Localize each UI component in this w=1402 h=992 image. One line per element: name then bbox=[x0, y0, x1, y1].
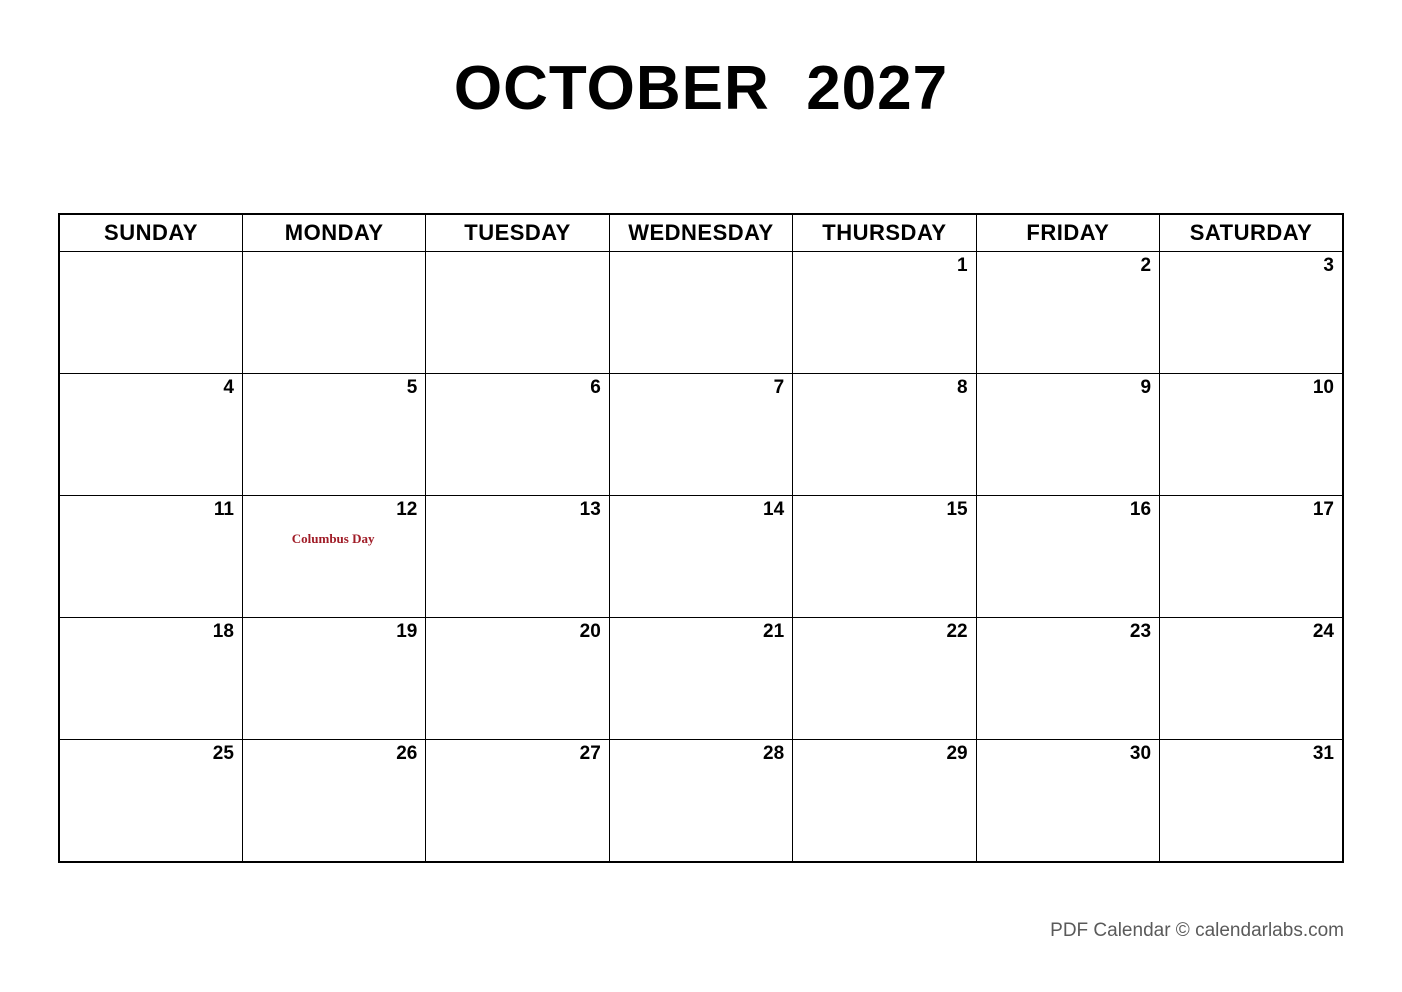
day-cell[interactable] bbox=[976, 374, 1159, 496]
day-cell[interactable] bbox=[793, 374, 976, 496]
day-cell[interactable] bbox=[793, 496, 976, 618]
day-cell[interactable] bbox=[242, 374, 425, 496]
day-cell[interactable] bbox=[1160, 740, 1343, 863]
day-cell[interactable] bbox=[609, 740, 792, 863]
day-number: 6 bbox=[590, 377, 601, 398]
day-cell[interactable] bbox=[976, 496, 1159, 618]
day-number: 17 bbox=[1312, 499, 1334, 520]
calendar-week-row bbox=[59, 374, 1343, 496]
day-cell[interactable] bbox=[976, 252, 1159, 374]
day-cell[interactable] bbox=[242, 618, 425, 740]
day-cell[interactable] bbox=[1160, 618, 1343, 740]
weekday-header-saturday: SATURDAY bbox=[1160, 214, 1343, 252]
day-cell[interactable] bbox=[426, 252, 609, 374]
day-cell[interactable] bbox=[793, 252, 976, 374]
calendar-container bbox=[58, 213, 1344, 863]
day-number: 9 bbox=[1140, 377, 1152, 398]
day-cell[interactable] bbox=[242, 252, 425, 374]
weekday-header-wednesday: WEDNESDAY bbox=[609, 214, 792, 252]
day-cell[interactable] bbox=[609, 252, 792, 374]
day-number: 18 bbox=[212, 621, 234, 642]
day-number: 27 bbox=[579, 743, 601, 764]
calendar-week-row bbox=[59, 618, 1343, 740]
day-cell[interactable] bbox=[59, 740, 242, 863]
day-number: 1 bbox=[957, 255, 968, 276]
day-cell[interactable] bbox=[426, 618, 609, 740]
weekday-header-sunday: SUNDAY bbox=[59, 214, 242, 252]
day-number: 24 bbox=[1312, 621, 1334, 642]
day-number: 30 bbox=[1129, 743, 1152, 764]
day-number: 4 bbox=[223, 377, 234, 398]
day-cell[interactable] bbox=[1160, 252, 1343, 374]
day-number: 25 bbox=[212, 743, 234, 764]
day-number: 12 bbox=[396, 499, 418, 520]
day-number: 28 bbox=[763, 743, 785, 764]
day-event: Columbus Day bbox=[291, 530, 375, 546]
day-cell[interactable] bbox=[426, 740, 609, 863]
day-cell[interactable] bbox=[793, 618, 976, 740]
weekday-header-thursday: THURSDAY bbox=[793, 214, 976, 252]
day-number: 14 bbox=[763, 499, 785, 520]
day-number: 7 bbox=[773, 377, 785, 398]
weekday-header-friday: FRIDAY bbox=[976, 214, 1159, 252]
day-number: 29 bbox=[946, 743, 968, 764]
day-number: 3 bbox=[1323, 255, 1334, 276]
day-number: 15 bbox=[946, 499, 968, 520]
footer-credit: PDF Calendar © calendarlabs.com bbox=[1050, 920, 1344, 941]
day-number: 13 bbox=[579, 499, 601, 520]
day-cell[interactable] bbox=[609, 496, 792, 618]
weekday-header-monday: MONDAY bbox=[242, 214, 425, 252]
day-number: 26 bbox=[396, 743, 418, 764]
day-number: 11 bbox=[213, 499, 234, 520]
calendar-week-row bbox=[59, 496, 1343, 618]
day-cell[interactable] bbox=[426, 496, 609, 618]
day-cell[interactable] bbox=[793, 740, 976, 863]
day-number: 5 bbox=[406, 377, 418, 398]
day-cell[interactable] bbox=[976, 740, 1159, 863]
day-cell[interactable] bbox=[426, 374, 609, 496]
calendar-table bbox=[58, 213, 1344, 863]
day-cell[interactable] bbox=[1160, 374, 1343, 496]
weekday-header-tuesday: TUESDAY bbox=[426, 214, 609, 252]
day-cell[interactable] bbox=[1160, 496, 1343, 618]
calendar-week-row bbox=[59, 252, 1343, 374]
day-cell[interactable] bbox=[59, 252, 242, 374]
day-cell-holiday[interactable] bbox=[242, 496, 425, 618]
day-cell[interactable] bbox=[59, 374, 242, 496]
day-cell[interactable] bbox=[976, 618, 1159, 740]
day-number: 16 bbox=[1129, 499, 1152, 520]
day-cell[interactable] bbox=[609, 374, 792, 496]
day-number: 19 bbox=[396, 621, 418, 642]
day-cell[interactable] bbox=[242, 740, 425, 863]
day-cell[interactable] bbox=[59, 618, 242, 740]
calendar-week-row bbox=[59, 740, 1343, 863]
day-number: 22 bbox=[946, 621, 968, 642]
day-number: 2 bbox=[1140, 255, 1152, 276]
page-title: OCTOBER 2027 bbox=[453, 54, 949, 123]
day-number: 23 bbox=[1129, 621, 1152, 642]
day-number: 21 bbox=[763, 621, 785, 642]
day-number: 20 bbox=[579, 621, 601, 642]
day-number: 31 bbox=[1312, 743, 1334, 764]
day-number: 10 bbox=[1312, 377, 1334, 398]
day-cell[interactable] bbox=[609, 618, 792, 740]
weekday-header-row bbox=[59, 214, 1343, 252]
day-number: 8 bbox=[957, 377, 968, 398]
day-cell[interactable] bbox=[59, 496, 242, 618]
